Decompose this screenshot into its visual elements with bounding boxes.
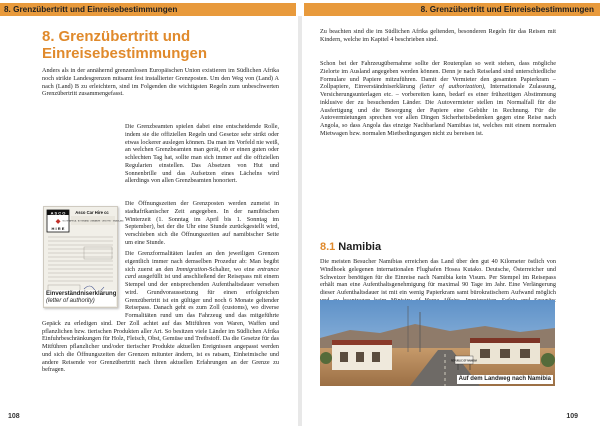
left-paragraph-4: Die Grenzformalitäten laufen an den jeweiligen Grenzen eigentlich immer nach demselben Prozedur ab: Man begibt sich zuerst an den Immigration-Schalter, wo eine entrance card ausgefüllt ist und anschließend der Reisepass mit einem Stempel und der entsprechenden Aufenthaltsdauer versehen wird. Grundvoraussetzung für einen erfolgreichen Grenzübertritt ist ein gültiger und noch 6 Monate geltender Reisepass. Danach geht es zum Zoll (customs), wo diverse Formalitäten rund um das Fahrzeug und das mitgeführte Gepäck zu erledigen sind. Der Zoll achtet auf das Mitführen von Waren, Waffen und pflanzlichen bzw. tierischen Produkten aller Art. So besitzen viele Länder im Südlichen Afrika Einfuhrbeschränkungen für Holz, Fleisch, Obst, Gemüse und Treibstoff. Da die Gesetze für das Mitführen pflanzlicher und/oder tierischer Produkte aktuellen Ereignissen angepasst werden und sich die Öffnungszeiten der Grenzen mitunter ändern, ist es ratsam, Einheimische und andere Reisende vor Grenzübertritt nach ihren aktuellen Erfahrungen an der Grenze zu befragen. [42, 250, 280, 374]
border-crossing-photo [320, 300, 555, 386]
left-column [42, 67, 279, 98]
left-paragraph-3-wrap [125, 200, 279, 247]
left-running-header: 8. Grenzübertritt und Einreisebestimmungen [4, 5, 178, 14]
logo-letters-bottom: H I R E [51, 226, 65, 231]
section-number: 8.1 [320, 241, 336, 253]
border-photo-illustration [320, 300, 555, 386]
left-image-caption: Einverständniserklärung (letter of authority) [46, 291, 117, 304]
left-paragraph-1: Anders als in der annähernd grenzenlosen Europäischen Union existieren im Südlichen Afrika noch strikte Landesgrenzen mitsamt fest installierter Grenzposten. Um den Weg von (Land) A nach (Land) B zu erleichtern, sind im Folgenden die wichtigsten Regeln zum unbeschwerten Grenzübertritt zusammengefasst. [42, 67, 279, 98]
section-title: Namibia [338, 241, 382, 253]
chapter-title [42, 28, 272, 62]
right-paragraph-2: Schon bei der Fahrzeugübernahme sollte der Routenplan so weit stehen, dass mögliche Zielorte im Ausland angegeben werden können. Denn je nach Reiseland sind unterschiedliche Formulare und Papiere mitzuführen. Damit der Vermieter den gesamten Papierkram – Zollpapiere, Einverständniserklärung (letter of authorization), Internationale Zulassung, Versicherungsunterlagen etc. – vorbereiten kann, bedarf es einer frühzeitigen Abstimmung inklusive der zu besuchenden Länder. Die Autovermieter stellen im Normalfall für die Ausfertigung und die Besorgung der Papiere eine Gebühr in Rechnung. Für die Autovermietungen sprechen vor allen Dingen Sicherheitsbedenken gegen eine Reise nach Angola, so dass Angola das einzige Nachbarland Namibias ist, welches mit einem normalen Mietwagen bzw. normalen Mietbedingungen nicht zu bereisen ist. [320, 60, 557, 137]
right-paragraph-3: Die meisten Besucher Namibias erreichen das Land über den gut 40 Kilometer östlich von Windhoek gelegenen internationalen Flughafen Hosea Kutako. Deutsche, Österreicher und Schweizer benötigen für die Einreise nach Namibia kein Visum. Per Stempel im Reisepass erhält man eine Aufenthaltsgenehmigung für maximal 90 Tage im Jahr. Eine Verlängerung dieser Aufenthaltsdauer ist mit ein wenig Papierkram samt bürokratischem Aufwand möglich : [320, 258, 556, 304]
right-paragraph-1-wrap [320, 28, 556, 44]
card-countries: SOUTH AFRICA · BOTSWANA · ZIMBABWE · LESOTHO · SWAZILAND [62, 220, 124, 223]
card-company: Asco Car Hire cc [75, 210, 109, 215]
left-paragraph-2-wrap [42, 123, 279, 191]
left-paragraph-2: Die Grenzbeamten spielen dabei eine entscheidende Rolle, indem sie die offiziellen Regeln und Gesetze sehr strikt oder etwas lockerer auslegen können. Da man im Vorfeld nie weiß, an welchen Grenzbeamten man gerät, ob er einen guten oder schlechten Tag hat, sollte man sich immer auf die offiziellen Regularien einstellen. Das Absetzen von Hut und Sonnenbrille und das Aufsetzen eines Lächelns wird allerdings von allen Grenzbeamten honoriert. [125, 123, 279, 185]
right-running-header: 8. Grenzübertritt und Einreisebestimmungen [420, 5, 594, 14]
right-page-number: 109 [566, 413, 578, 420]
svg-text:◆: ◆ [55, 219, 61, 225]
section-heading [320, 241, 381, 254]
photo-sign-text: REPUBLIC OF NAMIBIA [450, 360, 478, 363]
chapter-title-text: Grenzübertritt und Einreisebestimmungen [42, 28, 208, 62]
right-paragraph-1: Zu beachten sind die im Südlichen Afrika geltenden, besonderen Regeln für das Reisen mit Kindern, welche im Kapitel 4 beschrieben sind. [320, 28, 556, 43]
chapter-number: 8. [42, 28, 55, 45]
photo-caption: Auf dem Landweg nach Namibia [458, 376, 551, 382]
logo-letters-top: A S C O [50, 210, 66, 216]
left-page-number: 108 [8, 413, 20, 420]
page-gutter [298, 16, 302, 426]
left-paragraph-3: Die Öffnungszeiten der Grenzposten werden zumeist in stadtafrikanischer Zeit angegeben. In der namibischen Winterzeit (1. Sonntag im April bis 1. Sonntag im September), bei der die Uhr eine Stunde zurückgestellt wird, verschieben sich die Öffnungszeiten auf namibischer Seite um eine Stunde. [125, 200, 279, 246]
right-paragraph-2-wrap [320, 60, 556, 138]
